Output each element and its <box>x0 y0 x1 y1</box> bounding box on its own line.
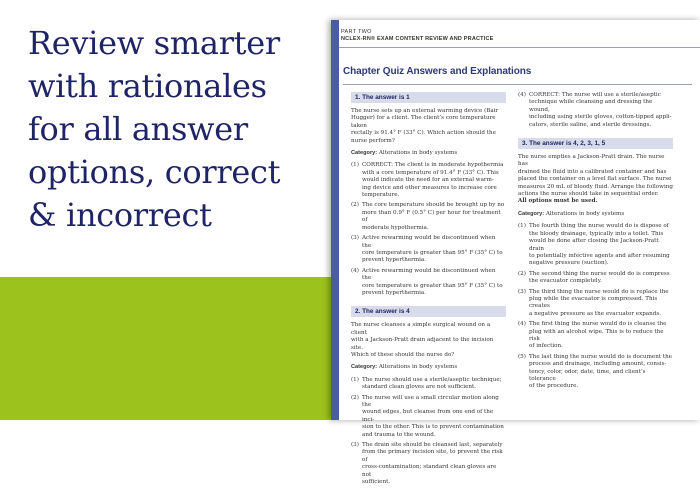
headline <box>28 22 318 237</box>
option-number: (5) <box>518 353 526 360</box>
stem-line: with a Jackson-Pratt drain adjacent to the incision site. <box>351 337 494 351</box>
option-line: including using sterile gloves, cotton-tipped appli- <box>529 114 672 121</box>
answer-option <box>351 268 506 298</box>
stem-line: The nurse empties a Jackson-Pratt drain. The nurse has <box>518 154 665 168</box>
option-line: The third thing the nurse would do is replace the <box>529 288 669 295</box>
answer-option <box>518 289 673 319</box>
answer-option <box>351 377 506 392</box>
page-title: Chapter Quiz Answers and Explanations <box>343 66 532 77</box>
option-line: would be done after closing the Jackson-Pratt drain <box>529 238 659 252</box>
option-line: core temperature is greater than 95° F (35° C) to <box>362 249 503 256</box>
option-number: (2) <box>351 202 359 209</box>
option-line: temperature. <box>362 192 400 199</box>
option-line: from the primary incision site, to prevent the risk of <box>362 449 503 463</box>
option-number: (4) <box>518 321 526 328</box>
option-number: (2) <box>351 394 359 401</box>
answer-option <box>351 202 506 232</box>
option-number: (4) <box>518 92 526 98</box>
running-head <box>341 29 641 43</box>
answer-option <box>518 321 673 351</box>
title-rule <box>343 84 692 85</box>
option-line: The core temperature should be brought up by no <box>362 202 505 209</box>
category-label: Category: <box>518 210 545 217</box>
stem-line: measures 20 mL of bloody fluid. Arrange the following <box>518 183 673 190</box>
stem-line: Hugger) for a client. The client’s core temperature taken <box>351 115 496 129</box>
headline-line: options, correct <box>28 153 281 191</box>
option-number: (1) <box>351 162 359 169</box>
question-stem <box>351 108 506 145</box>
category <box>351 364 506 371</box>
option-number: (3) <box>351 442 359 449</box>
book-page <box>331 20 700 486</box>
option-line: CORRECT: The client is in moderate hypothermia <box>362 162 504 169</box>
option-number: (3) <box>351 235 359 242</box>
question-header: 3. The answer is 4, 2, 3, 1, 5 <box>518 138 673 149</box>
option-number: (1) <box>351 376 359 383</box>
option-line: process and drainage, including amount, consis- <box>529 361 667 368</box>
option-line: The drain site should be cleansed last, separately <box>362 442 503 449</box>
answer-option <box>518 223 673 267</box>
option-line: plug with an alcohol wipe. This is to reduce the risk <box>529 328 664 342</box>
option-line: more than 0.9° F (0.5° C) per hour for treatment of <box>362 209 501 224</box>
option-line: prevent hyperthermia. <box>362 257 427 264</box>
option-line: standard clean gloves are not sufficient. <box>362 384 476 391</box>
option-line: Active rewarming would be discontinued when the <box>362 235 496 249</box>
option-line: sufficient. <box>362 479 391 486</box>
option-line: wound edges, but cleanse from one end of the inci- <box>362 409 494 423</box>
stem-line: The nurse sets up an external warming device (Bair <box>351 108 499 114</box>
option-line: Active rewarming would be discontinued when the <box>362 267 496 282</box>
part-label: PART TWO <box>341 29 372 35</box>
option-line: The nurse will use a small circular motion along the <box>362 394 499 408</box>
option-line: core temperature is greater than 95° F (35° C) to <box>362 282 503 289</box>
option-line: a negative pressure as the evacuator expands. <box>529 310 661 317</box>
category <box>351 150 506 157</box>
option-number: (4) <box>351 267 359 274</box>
option-line: of the procedure. <box>529 383 579 390</box>
option-line: of infection. <box>529 343 563 350</box>
option-number: (3) <box>518 288 526 295</box>
category-value: Alterations in body systems <box>378 150 458 157</box>
option-line: moderate hypothermia. <box>362 224 429 231</box>
option-line: The first thing the nurse would do is cleanse the <box>529 321 667 328</box>
answer-option <box>518 92 673 129</box>
option-line: sion to the other. This is to prevent contamination <box>362 424 504 431</box>
answer-option <box>518 271 673 286</box>
option-line: and trauma to the wound. <box>362 431 436 438</box>
option-number: (2) <box>518 270 526 277</box>
option-line: The second thing the nurse would do is compress <box>529 270 670 277</box>
stem-emphasis: All options must be used. <box>518 198 598 205</box>
stem-line: rectally is 91.4° F (33° C). Which action should the <box>351 130 496 137</box>
option-line: prevent hyperthermia. <box>362 289 427 296</box>
option-line: to potentially infective agents and after resuming <box>529 252 670 259</box>
headline-line: & incorrect <box>28 196 212 234</box>
category-value: Alterations in body systems <box>545 210 625 217</box>
option-line: The fourth thing the nurse would do is dispose of <box>529 223 669 230</box>
page-stripe <box>331 20 339 420</box>
answer-option <box>518 354 673 391</box>
answer-option <box>351 162 506 199</box>
option-line: tency, color, odor, date, time, and client’s tolerance <box>529 368 646 382</box>
category <box>518 211 673 218</box>
stem-line: actions the nurse should take in sequential order. <box>518 191 659 198</box>
question-stem <box>351 322 506 359</box>
option-line: negative pressure (suction). <box>529 260 609 267</box>
option-line: with a core temperature of 91.4° F (33° C). This <box>362 169 499 176</box>
stem-line: nurse perform? <box>351 137 395 144</box>
answer-option <box>351 442 506 486</box>
category-label: Category: <box>351 150 378 157</box>
option-number: (1) <box>518 223 526 230</box>
question-stem <box>518 154 673 206</box>
category-value: Alterations in body systems <box>378 364 458 371</box>
right-column <box>518 92 673 394</box>
head-rule <box>339 47 700 48</box>
answer-option <box>351 235 506 265</box>
headline-line: with rationales <box>28 67 267 105</box>
left-column <box>351 92 506 489</box>
category-label: Category: <box>351 364 378 371</box>
option-line: ing device and other measures to increase core <box>362 184 497 191</box>
answer-option <box>351 395 506 439</box>
headline-line: for all answer <box>28 110 248 148</box>
stem-line: drained the fluid into a calibrated container and has <box>518 168 667 175</box>
option-line: CORRECT: The nurse will use a sterile/aseptic <box>529 92 661 98</box>
option-line: cators, sterile saline, and sterile dressings. <box>529 121 652 128</box>
option-line: the bloody drainage, typically into a toilet. This <box>529 230 664 237</box>
option-line: plug while the evacuator is compressed. This creates <box>529 295 658 310</box>
option-line: would indicate the need for an external warm- <box>362 177 494 184</box>
stem-line: The nurse cleanses a simple surgical wound on a client <box>351 322 491 336</box>
stem-line: placed the container on a level flat surface. The nurse <box>518 176 672 183</box>
running-subtitle: NCLEX-RN® EXAM CONTENT REVIEW AND PRACTICE <box>341 36 494 42</box>
question-header: 2. The answer is 4 <box>351 306 506 317</box>
stem-line: Which of these should the nurse do? <box>351 351 455 358</box>
option-line: the evacuator completely. <box>529 278 602 285</box>
headline-line: Review smarter <box>28 24 280 62</box>
option-line: cross-contamination; standard clean gloves are not <box>362 464 497 478</box>
option-line: The nurse should use a sterile/aseptic technique; <box>362 376 502 383</box>
question-header: 1. The answer is 1 <box>351 92 506 103</box>
option-line: technique while cleansing and dressing the wound, <box>529 99 653 113</box>
option-line: The last thing the nurse would do is document the <box>529 353 672 360</box>
